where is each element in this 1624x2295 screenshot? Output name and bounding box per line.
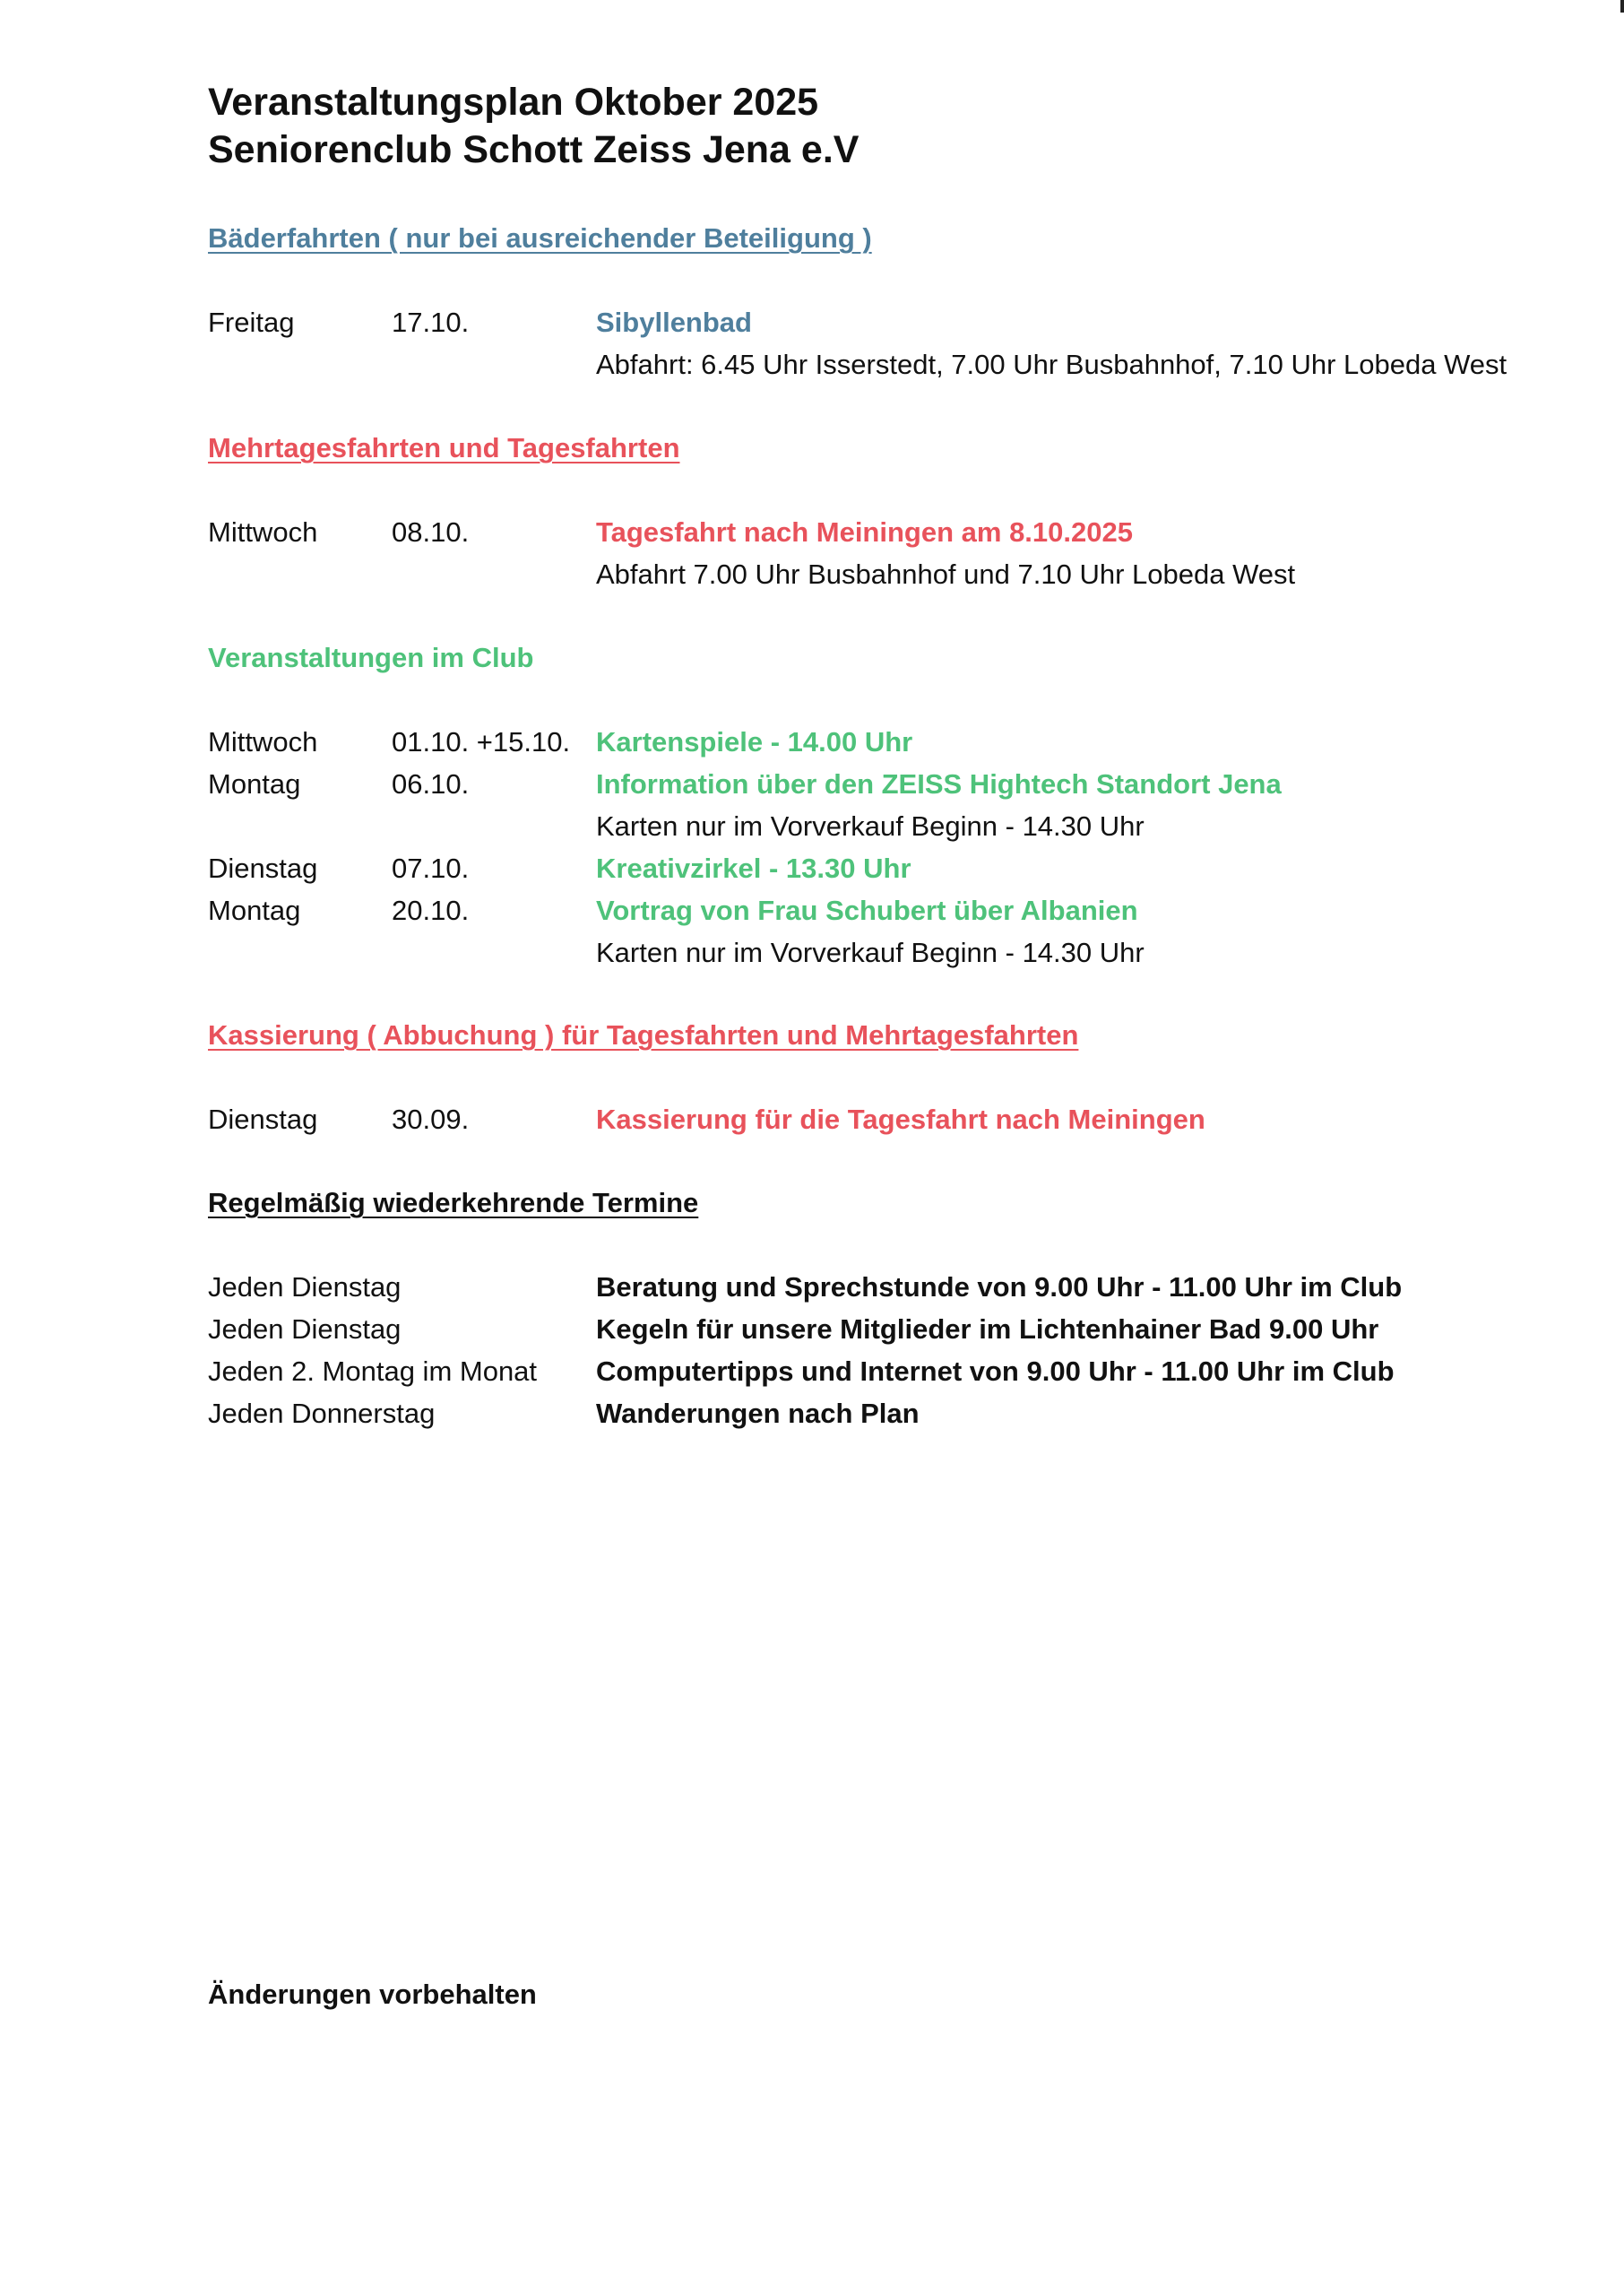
regular-row-4-when: Jeden Donnerstag xyxy=(208,1398,436,1429)
fahrten-day: Mittwoch xyxy=(208,516,318,548)
regular-row-2-when: Jeden Dienstag xyxy=(208,1313,402,1345)
section-club-heading: Veranstaltungen im Club xyxy=(208,642,534,673)
kassierung-day: Dienstag xyxy=(208,1104,318,1135)
scan-edge-mark xyxy=(1620,0,1624,13)
section-kassierung-heading: Kassierung ( Abbuchung ) für Tagesfahrten und Mehrtagesfahrten xyxy=(208,1019,1079,1051)
club-row-4-detail: Karten nur im Vorverkauf Beginn - 14.30 Uhr xyxy=(596,937,1145,968)
fahrten-date: 08.10. xyxy=(392,516,470,548)
fahrten-detail: Abfahrt 7.00 Uhr Busbahnhof und 7.10 Uhr Lobeda West xyxy=(596,559,1296,590)
regular-row-3-when: Jeden 2. Montag im Monat xyxy=(208,1355,538,1387)
regular-row-4-what: Wanderungen nach Plan xyxy=(596,1398,920,1429)
club-row-1-date: 01.10. +15.10. xyxy=(392,726,571,758)
club-row-2-date: 06.10. xyxy=(392,768,470,800)
club-row-1-event: Kartenspiele - 14.00 Uhr xyxy=(596,726,913,758)
baeder-day: Freitag xyxy=(208,307,295,338)
club-row-3-day: Dienstag xyxy=(208,853,318,884)
title-line-2: Seniorenclub Schott Zeiss Jena e.V xyxy=(208,128,860,171)
club-row-3-event: Kreativzirkel - 13.30 Uhr xyxy=(596,853,911,884)
kassierung-event: Kassierung für die Tagesfahrt nach Meiningen xyxy=(596,1104,1205,1135)
club-row-4-date: 20.10. xyxy=(392,895,470,926)
footer-note: Änderungen vorbehalten xyxy=(208,1979,537,2010)
section-baederfahrten-heading: Bäderfahrten ( nur bei ausreichender Beteiligung ) xyxy=(208,222,872,254)
section-regelmaessig-heading: Regelmäßig wiederkehrende Termine xyxy=(208,1187,699,1218)
regular-row-2-what: Kegeln für unsere Mitglieder im Lichtenhainer Bad 9.00 Uhr xyxy=(596,1313,1379,1345)
baeder-event: Sibyllenbad xyxy=(596,307,752,338)
club-row-4-event: Vortrag von Frau Schubert über Albanien xyxy=(596,895,1138,926)
document-title xyxy=(208,79,859,174)
title-line-1: Veranstaltungsplan Oktober 2025 xyxy=(208,81,819,124)
club-row-2-day: Montag xyxy=(208,768,301,800)
club-row-2-event: Information über den ZEISS Hightech Standort Jena xyxy=(596,768,1282,800)
regular-row-1-what: Beratung und Sprechstunde von 9.00 Uhr - 11.00 Uhr im Club xyxy=(596,1271,1403,1303)
section-fahrten-heading: Mehrtagesfahrten und Tagesfahrten xyxy=(208,432,680,463)
regular-row-1-when: Jeden Dienstag xyxy=(208,1271,402,1303)
kassierung-date: 30.09. xyxy=(392,1104,470,1135)
club-row-1-day: Mittwoch xyxy=(208,726,318,758)
baeder-date: 17.10. xyxy=(392,307,470,338)
baeder-detail: Abfahrt: 6.45 Uhr Isserstedt, 7.00 Uhr Busbahnhof, 7.10 Uhr Lobeda West xyxy=(596,349,1507,380)
club-row-2-detail: Karten nur im Vorverkauf Beginn - 14.30 Uhr xyxy=(596,810,1145,842)
club-row-3-date: 07.10. xyxy=(392,853,470,884)
club-row-4-day: Montag xyxy=(208,895,301,926)
regular-row-3-what: Computertipps und Internet von 9.00 Uhr - 11.00 Uhr im Club xyxy=(596,1355,1395,1387)
fahrten-event: Tagesfahrt nach Meiningen am 8.10.2025 xyxy=(596,516,1133,548)
